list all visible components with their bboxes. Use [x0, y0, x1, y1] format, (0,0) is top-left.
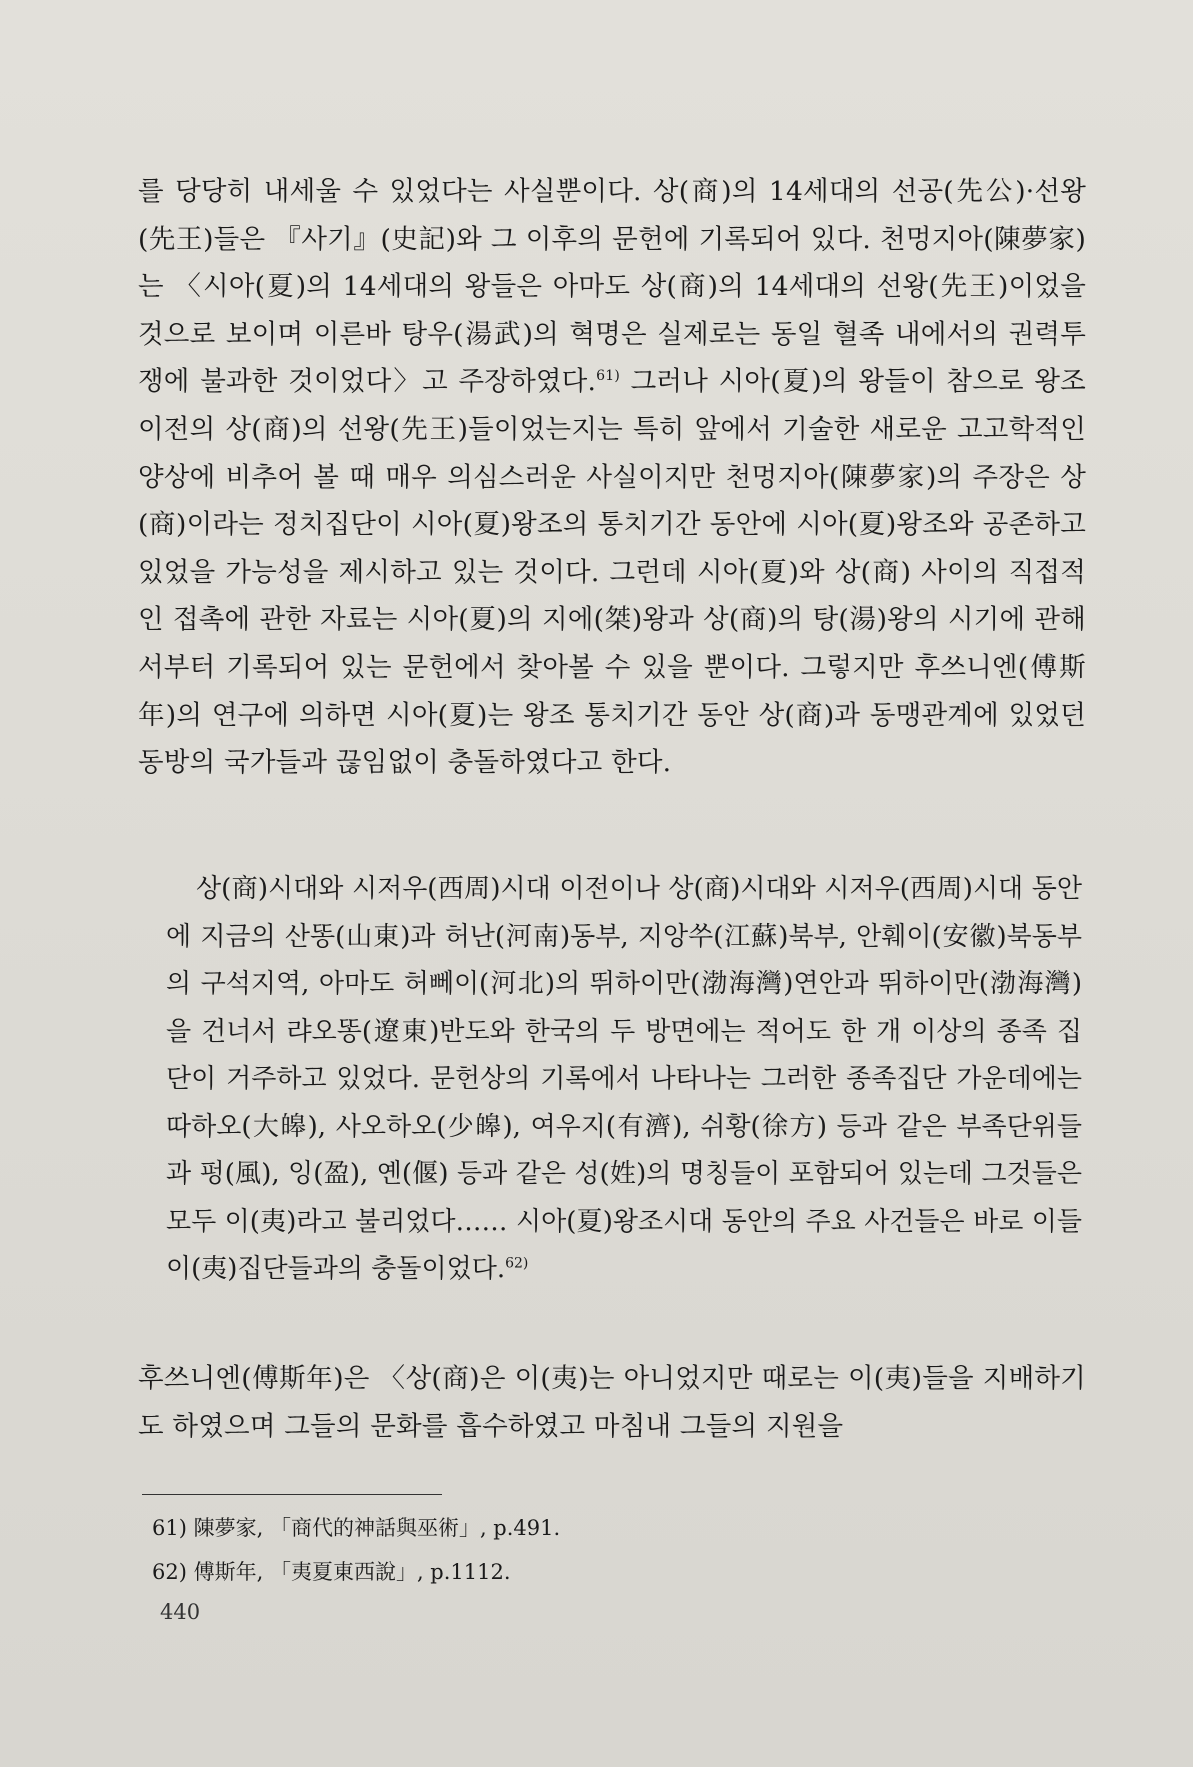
- footnote-61: 61) 陳夢家, 「商代的神話與巫術」, p.491.: [152, 1516, 561, 1540]
- footnote-divider: [142, 1494, 442, 1495]
- footnotes: [152, 1506, 560, 1594]
- page-number: 440: [160, 1600, 201, 1624]
- paragraph-1-text: 를 당당히 내세울 수 있었다는 사실뿐이다. 상(商)의 14세대의 선공(先公)·선왕(先王)들은 『사기』(史記)와 그 이후의 문헌에 기록되어 있다. 천멍지아(陳夢家)는 〈시아(夏)의 14세대의 왕들은 아마도 상(商)의 14세대의 선왕(先王)이었을 것으로 보이며 이른바 탕우(湯武)의 혁명은 실제로는 동일 혈족 내에서의 권력투쟁에 불과한 것이었다〉고 주장하였다.: [138, 176, 1086, 398]
- footnote-62: 62) 傅斯年, 「夷夏東西說」, p.1112.: [152, 1560, 511, 1584]
- block-quote-text: 상(商)시대와 시저우(西周)시대 이전이나 상(商)시대와 시저우(西周)시대 동안에 지금의 산똥(山東)과 허난(河南)동부, 지앙쑤(江蘇)북부, 안훼이(安徽)북동부의 구석지역, 아마도 허뻬이(河北)의 뛰하이만(渤海灣)연안과 뛰하이만(渤海灣)을 건너서 랴오똥(遼東)반도와 한국의 두 방면에는 적어도 한 개 이상의 종족 집단이 거주하고 있었다. 문헌상의 기록에서 나타나는 그러한 종족집단 가운데에는 따하오(大皞), 사오하오(少皞), 여우지(有濟), 쉬황(徐方) 등과 같은 부족단위들과 펑(風), 잉(盈), 옌(偃) 등과 같은 성(姓)의 명칭들이 포함되어 있는데 그것들은 모두 이(夷)라고 불리었다…… 시아(夏)왕조시대 동안의 주요 사건들은 바로 이들 이(夷)집단들과의 충돌이었다.: [166, 874, 1082, 1284]
- paragraph-3-text: 후쓰니엔(傅斯年)은 〈상(商)은 이(夷)는 아니었지만 때로는 이(夷)들을 지배하기도 하였으며 그들의 문화를 흡수하였고 마침내 그들의 지원을: [138, 1363, 1086, 1442]
- block-quote: [166, 866, 1082, 1294]
- footnote-ref-61: 61): [596, 368, 620, 385]
- paragraph-1-text-continued: 그러나 시아(夏)의 왕들이 참으로 왕조 이전의 상(商)의 선왕(先王)들이었는지는 특히 앞에서 기술한 새로운 고고학적인 양상에 비추어 볼 때 매우 의심스러운 사실이지만 천멍지아(陳夢家)의 주장은 상(商)이라는 정치집단이 시아(夏)왕조의 통치기간 동안에 시아(夏)왕조와 공존하고 있었을 가능성을 제시하고 있는 것이다. 그런데 시아(夏)와 상(商) 사이의 직접적인 접촉에 관한 자료는 시아(夏)의 지에(桀)왕과 상(商)의 탕(湯)왕의 시기에 관해서부터 기록되어 있는 문헌에서 찾아볼 수 있을 뿐이다. 그렇지만 후쓰니엔(傅斯年)의 연구에 의하면 시아(夏)는 왕조 통치기간 동안 상(商)과 동맹관계에 있었던 동방의 국가들과 끊임없이 충돌하였다고 한다.: [138, 366, 1086, 779]
- paragraph-1: [138, 168, 1086, 787]
- paragraph-3: [138, 1355, 1086, 1450]
- footnote-ref-62: 62): [505, 1255, 529, 1272]
